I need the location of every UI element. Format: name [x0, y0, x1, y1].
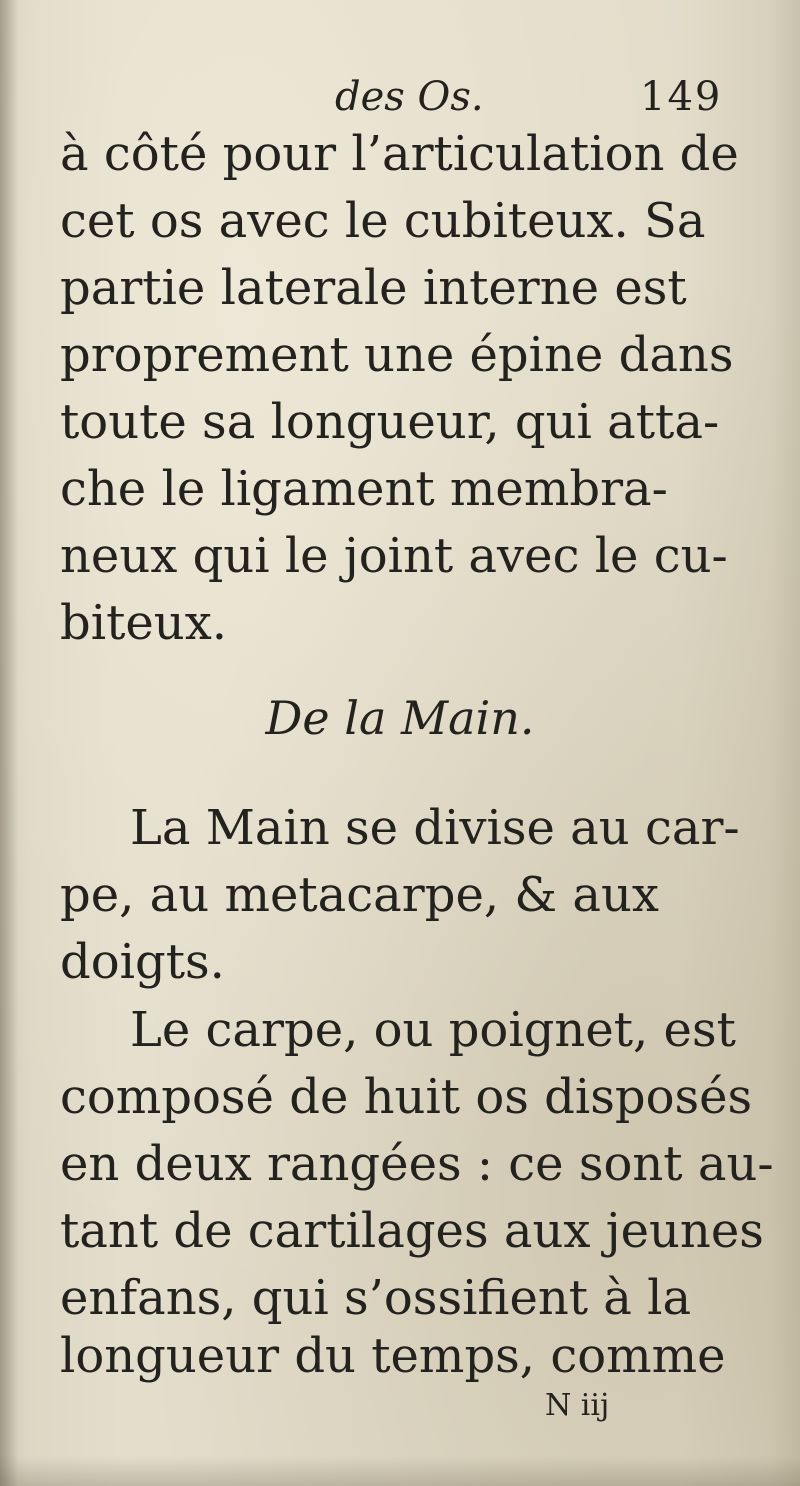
text-line: cet os avec le cubiteux. Sa: [60, 193, 706, 249]
text-line: tant de cartilages aux jeunes: [60, 1203, 764, 1259]
text-line: longueur du temps, comme: [60, 1328, 726, 1384]
text-line: neux qui le joint avec le cu-: [60, 528, 728, 584]
text-line: pe, au metacarpe, & aux: [60, 867, 659, 923]
text-line: composé de huit os disposés: [60, 1069, 753, 1125]
text-line: toute sa longueur, qui atta-: [60, 394, 720, 450]
section-heading: De la Main.: [265, 691, 535, 745]
signature-mark: N iij: [545, 1388, 610, 1423]
text-line: biteux.: [60, 595, 228, 651]
text-line: La Main se divise au car-: [130, 800, 740, 856]
text-line: en deux rangées : ce sont au-: [60, 1136, 774, 1192]
running-title: des Os.: [335, 74, 484, 120]
bottom-shadow: [0, 1456, 800, 1486]
text-line: enfans, qui s’ossifient à la: [60, 1270, 692, 1326]
text-line: partie laterale interne est: [60, 260, 687, 316]
page-number: 149: [640, 74, 723, 120]
text-line: doigts.: [60, 934, 225, 990]
text-line: proprement une épine dans: [60, 327, 734, 383]
page-header: [0, 70, 800, 130]
text-line: che le ligament membra-: [60, 461, 668, 517]
text-line: Le carpe, ou poignet, est: [130, 1002, 736, 1058]
text-line: à côté pour l’articulation de: [60, 126, 739, 182]
